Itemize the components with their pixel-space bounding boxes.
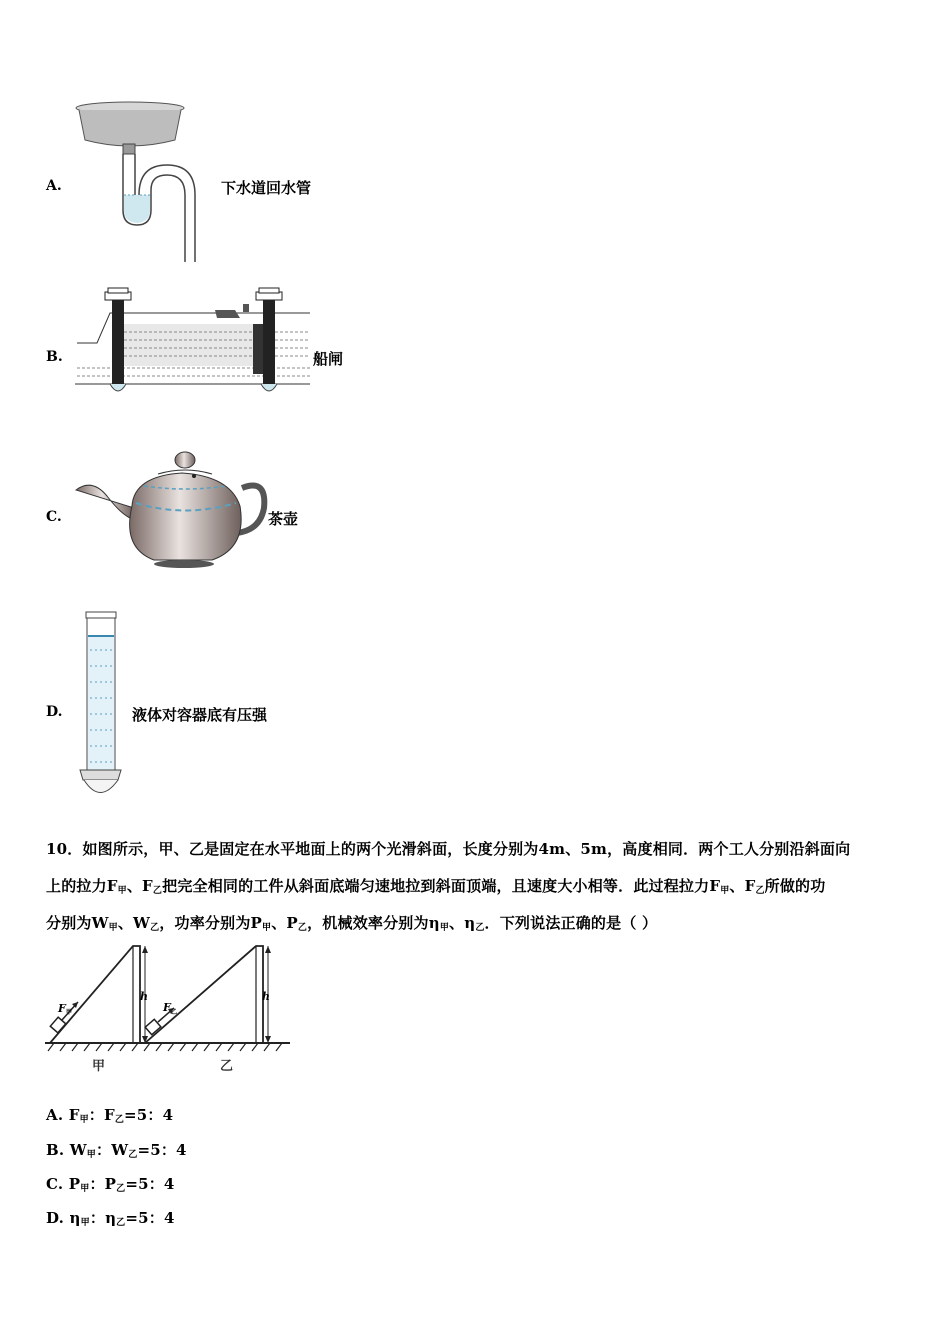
answer-d-sub2: 乙	[116, 1218, 126, 1228]
option-b-caption: 船闸	[313, 350, 344, 368]
q2-b: 、F	[126, 877, 153, 895]
q2-sub4: 乙	[755, 886, 765, 896]
answer-a-sep: ：	[88, 1106, 104, 1124]
q3-f: 、η	[449, 914, 476, 932]
q3-c: ，功率分别为P	[159, 914, 262, 932]
q2-c: 把完全相同的工件从斜面底端匀速地拉到斜面顶端，且速度大小相等．此过程拉力F	[162, 877, 721, 895]
question-line-2	[46, 875, 825, 896]
q2-sub2: 乙	[152, 886, 163, 896]
question-number: 10．	[46, 840, 83, 858]
answer-b[interactable]	[46, 1139, 187, 1160]
q3-b: 、W	[117, 914, 151, 932]
answer-a-sym2: F	[103, 1106, 115, 1124]
answer-b-sep: ：	[96, 1141, 112, 1159]
answer-a-sub1: 甲	[79, 1115, 89, 1125]
inclined-planes-figure	[40, 940, 295, 1075]
answer-a-ratio: =5：4	[124, 1106, 174, 1124]
answer-b-sub2: 乙	[128, 1150, 138, 1160]
q2-a: 上的拉力F	[46, 877, 118, 895]
answer-b-ratio: =5：4	[137, 1141, 187, 1159]
q3-sub5: 甲	[439, 923, 450, 933]
answer-d-sep: ：	[89, 1209, 106, 1227]
option-a-letter: A.	[46, 178, 62, 194]
q3-sub6: 乙	[475, 923, 485, 933]
option-b-letter: B.	[46, 349, 63, 365]
label-jia: 甲	[92, 1059, 106, 1074]
answer-d-letter: D.	[46, 1209, 65, 1227]
answer-c-sym: P	[68, 1175, 81, 1193]
q2-sub1: 甲	[117, 886, 127, 896]
drain-trap-figure	[75, 100, 190, 265]
option-c-letter: C.	[46, 509, 62, 525]
q3-e: ，机械效率分别为η	[307, 914, 440, 932]
ship-lock-figure	[75, 288, 310, 400]
q3-a: 分别为W	[46, 914, 109, 932]
force-jia-label: F	[58, 1002, 66, 1015]
test-tube-figure	[78, 610, 123, 798]
q3-sub4: 乙	[297, 923, 308, 933]
option-d-letter: D.	[46, 704, 63, 720]
answer-b-sym2: W	[111, 1141, 129, 1159]
answer-c-sep: ：	[89, 1175, 105, 1193]
incline-jia	[50, 946, 140, 1043]
q3-sub2: 乙	[150, 923, 160, 933]
label-yi: 乙	[220, 1059, 234, 1074]
answer-a-letter: A.	[46, 1106, 64, 1124]
question-text-1: 如图所示，甲、乙是固定在水平地面上的两个光滑斜面，长度分别为4m、5m，高度相同．两个工人分别沿斜面向	[82, 840, 851, 858]
q2-e: 所做的功	[764, 877, 826, 895]
force-yi-label: F	[163, 1001, 171, 1014]
answer-a[interactable]	[46, 1104, 173, 1125]
q2-sub3: 甲	[720, 886, 730, 896]
answer-a-sym: F	[68, 1106, 80, 1124]
option-a-caption: 下水道回水管	[221, 179, 312, 197]
answer-d[interactable]	[46, 1207, 175, 1228]
answer-c[interactable]	[46, 1173, 175, 1194]
answer-c-letter: C.	[46, 1175, 64, 1193]
answer-c-sub2: 乙	[116, 1184, 126, 1194]
answer-a-sub2: 乙	[114, 1115, 125, 1125]
answer-d-sym2: η	[105, 1209, 117, 1227]
height-yi-label: h	[262, 990, 270, 1003]
option-d-caption: 液体对容器底有压强	[132, 706, 268, 724]
answer-d-sub1: 甲	[80, 1218, 90, 1228]
force-jia-sub: 甲	[66, 1009, 73, 1016]
answer-c-sub1: 甲	[80, 1184, 90, 1194]
q3-g: ．下列说法正确的是（ ）	[484, 914, 658, 932]
question-line-3	[46, 912, 657, 933]
q3-sub1: 甲	[108, 923, 118, 933]
answer-d-ratio: =5：4	[125, 1209, 175, 1227]
height-jia-label: h	[140, 990, 148, 1003]
q3-d: 、P	[271, 914, 298, 932]
answer-b-sym: W	[69, 1141, 87, 1159]
answer-d-sym: η	[69, 1209, 81, 1227]
force-yi-sub: 乙	[171, 1009, 178, 1016]
answer-c-sym2: P	[104, 1175, 117, 1193]
question-line-1	[46, 838, 850, 859]
teapot-figure	[72, 448, 272, 578]
answer-c-ratio: =5：4	[125, 1175, 175, 1193]
q2-d: 、F	[729, 877, 756, 895]
answer-b-letter: B.	[46, 1141, 65, 1159]
answer-b-sub1: 甲	[86, 1150, 96, 1160]
incline-yi	[145, 946, 263, 1043]
option-c-caption: 茶壶	[268, 510, 299, 528]
q3-sub3: 甲	[262, 923, 272, 933]
